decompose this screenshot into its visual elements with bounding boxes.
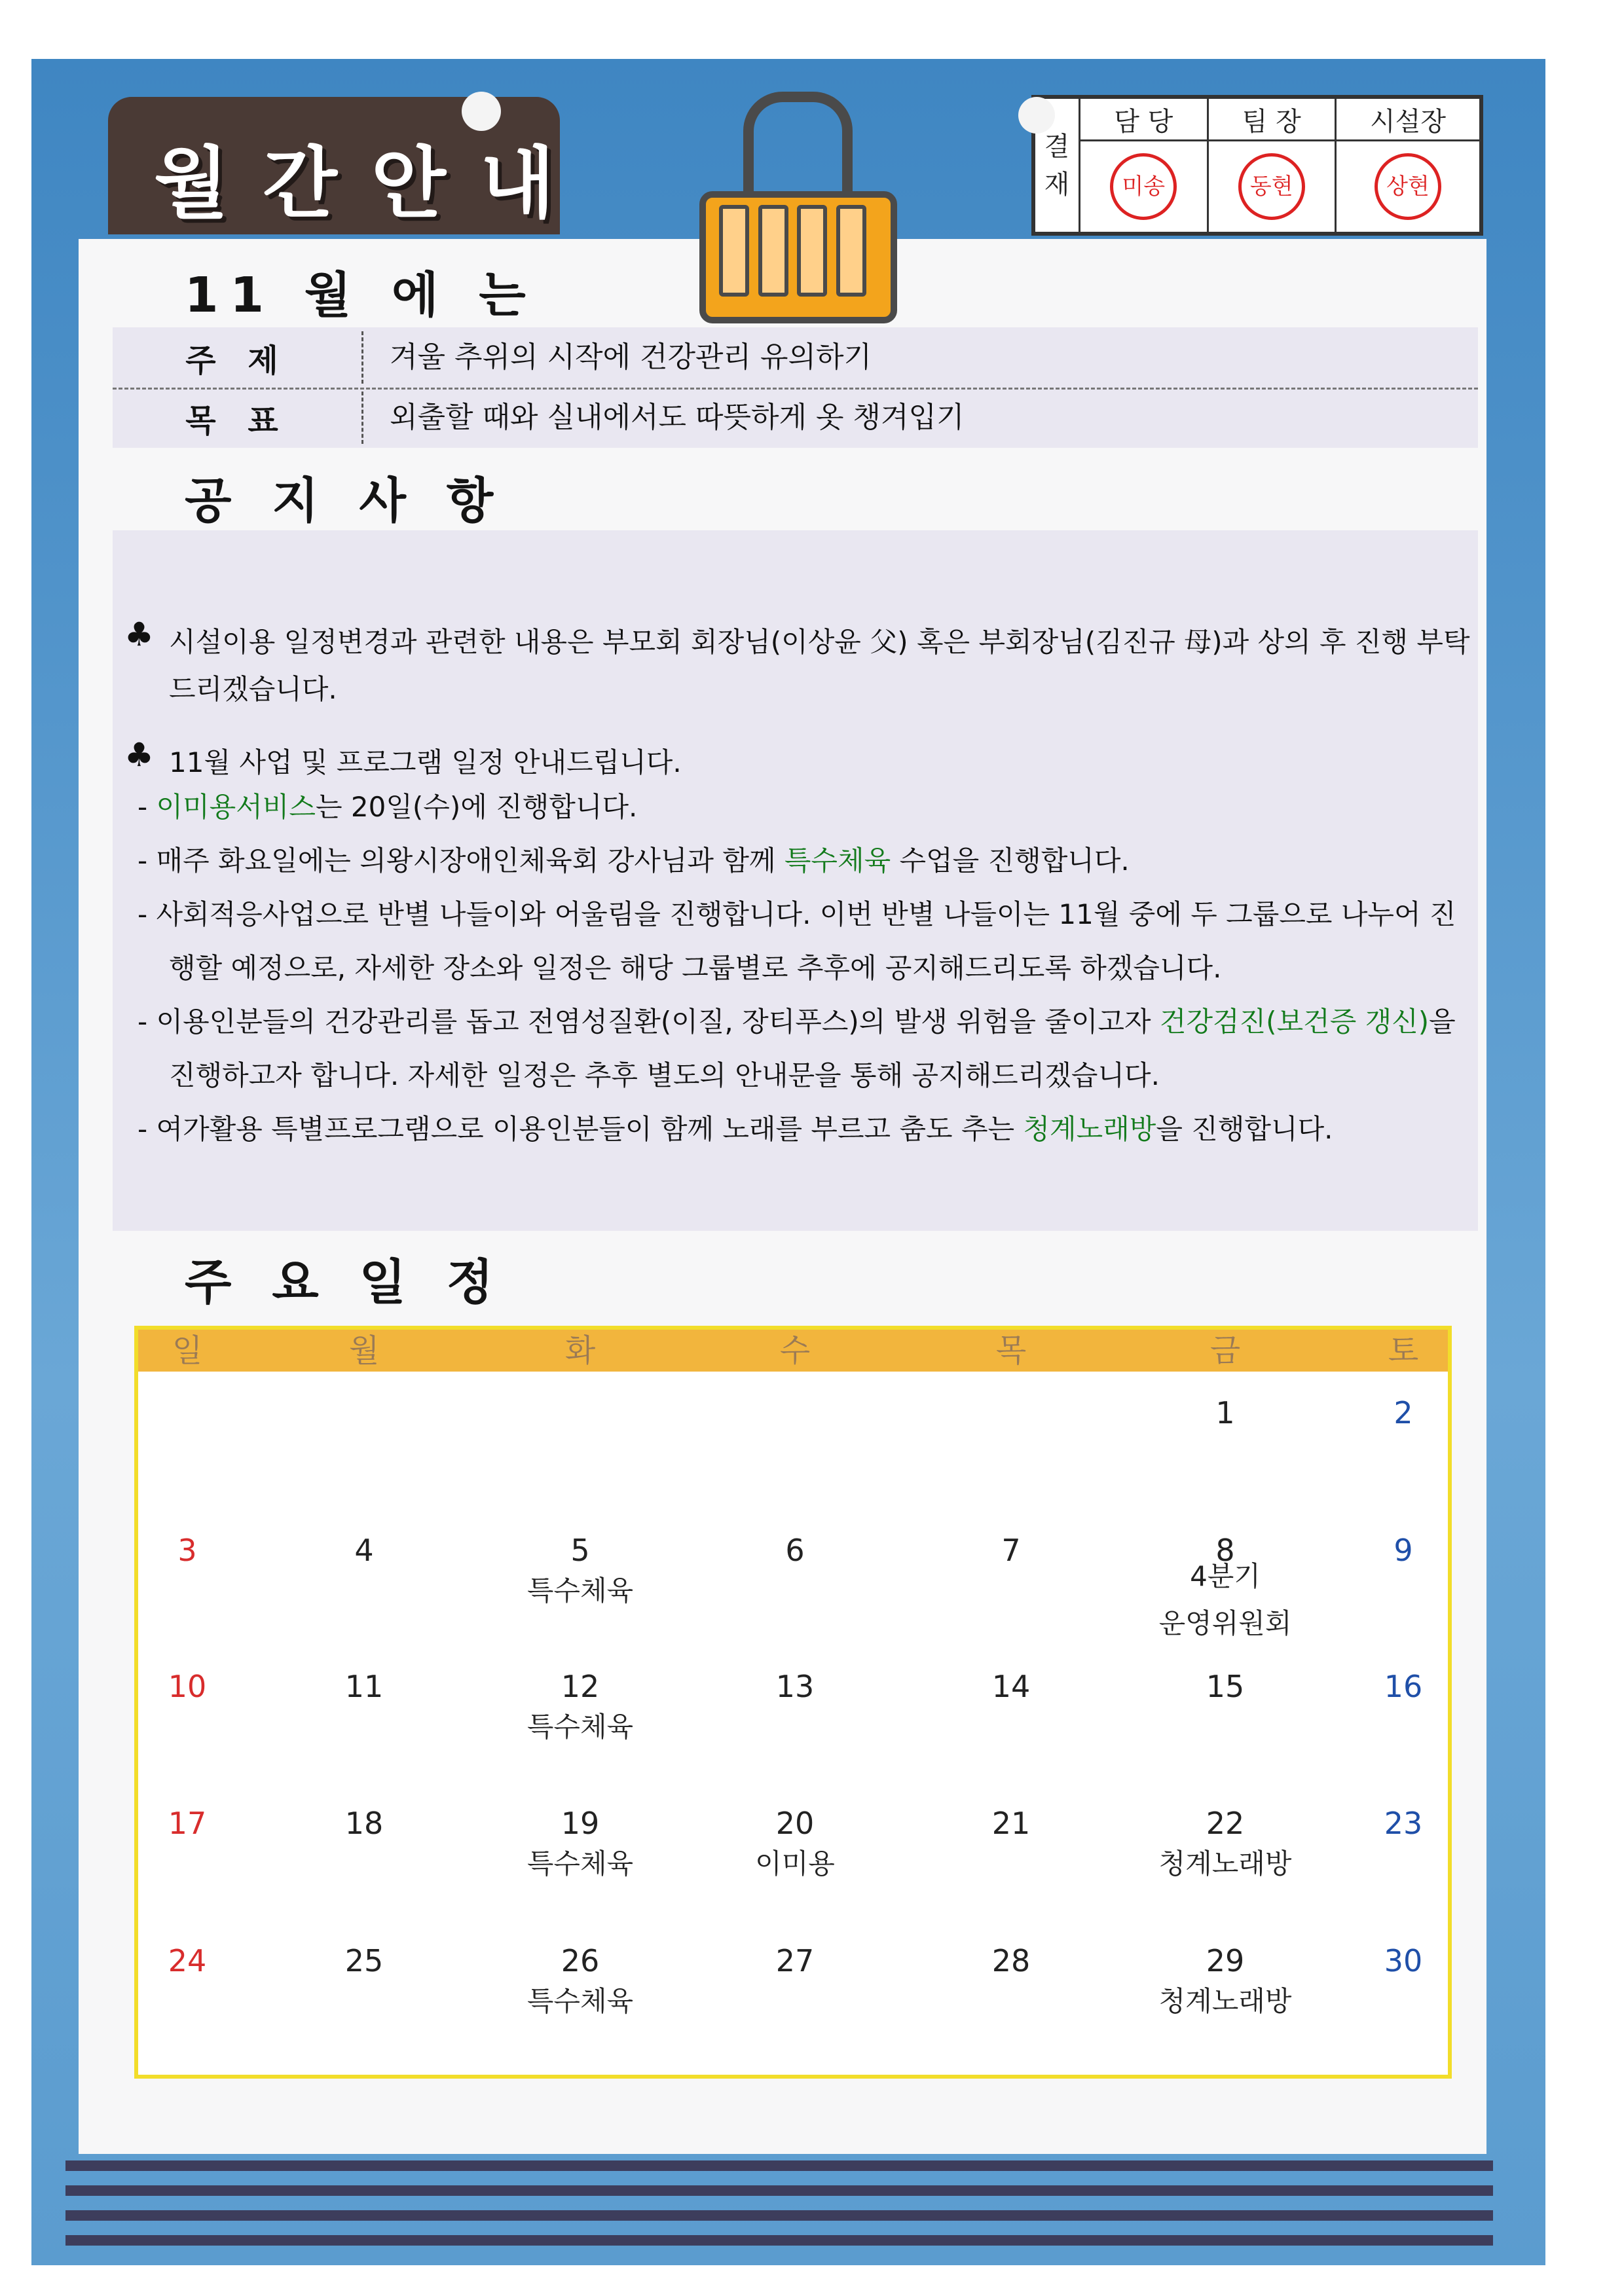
calendar-day: 10 <box>168 1669 207 1704</box>
notice-p1-line2: 드리겠습니다. <box>169 673 337 705</box>
calendar-day: 8 <box>1215 1533 1235 1568</box>
notice-bullet-2: - 매주 화요일에는 의왕시장애인체육회 강사님과 함께 특수체육 수업을 진행합니다. <box>138 845 1130 877</box>
goal-label: 목 표 <box>185 402 289 439</box>
calendar <box>134 1326 1452 2079</box>
notice-p1-line1: 시설이용 일정변경과 관련한 내용은 부모회 회장님(이상윤 父) 혹은 부회장님(김진규 母)과 상의 후 진행 부탁 <box>169 626 1470 658</box>
binder-hole <box>462 92 501 131</box>
calendar-day: 3 <box>177 1533 197 1568</box>
calendar-day: 20 <box>775 1806 815 1841</box>
calendar-day: 1 <box>1215 1395 1235 1430</box>
calendar-event: 운영위원회 <box>1158 1607 1292 1639</box>
calendar-day: 22 <box>1206 1806 1245 1841</box>
highlight-text: 이미용서비스 <box>156 791 316 823</box>
weekday-label: 수 <box>779 1332 811 1369</box>
calendar-day: 24 <box>168 1943 207 1978</box>
calendar-day: 29 <box>1206 1943 1245 1978</box>
approval-col-team-lead: 팀 장 <box>1208 98 1336 141</box>
stamp-director: 상현 <box>1375 153 1441 220</box>
stamp-staff: 미송 <box>1110 153 1177 220</box>
calendar-day: 30 <box>1384 1943 1423 1978</box>
calendar-event: 이미용 <box>755 1848 835 1880</box>
notice-bullet-3-line2: 행할 예정으로, 자세한 장소와 일정은 해당 그룹별로 추후에 공지해드리도록 하겠습니다. <box>169 952 1222 984</box>
weekday-label: 일 <box>172 1332 203 1369</box>
calendar-day: 12 <box>561 1669 600 1704</box>
calendar-day: 18 <box>344 1806 384 1841</box>
approval-box <box>1031 95 1483 236</box>
calendar-day: 15 <box>1206 1669 1245 1704</box>
calendar-day: 6 <box>785 1533 805 1568</box>
calendar-day: 14 <box>991 1669 1031 1704</box>
club-bullet-icon: ♣ <box>124 736 154 774</box>
highlight-text: 특수체육 <box>784 845 891 877</box>
notice-bullet-4-line2: 진행하고자 합니다. 자세한 일정은 추후 별도의 안내문을 통해 공지해드리겠습니다. <box>169 1059 1160 1091</box>
bottom-stripes <box>65 2155 1493 2253</box>
theme-text: 겨울 추위의 시작에 건강관리 유의하기 <box>361 331 872 384</box>
calendar-day: 16 <box>1384 1669 1423 1704</box>
notice-p2-title: 11월 사업 및 프로그램 일정 안내드립니다. <box>169 746 682 778</box>
calendar-event: 특수체육 <box>526 1848 634 1880</box>
schedule-heading: 주 요 일 정 <box>185 1254 506 1311</box>
calendar-day: 21 <box>991 1806 1031 1841</box>
club-bullet-icon: ♣ <box>124 615 154 653</box>
calendar-event: 특수체육 <box>526 1985 634 2017</box>
calendar-event: 청계노래방 <box>1158 1985 1292 2017</box>
notice-bullet-4-line1: - 이용인분들의 건강관리를 돕고 전염성질환(이질, 장티푸스)의 발생 위험을 줄이고자 건강검진(보건증 갱신)을 <box>138 1006 1456 1038</box>
calendar-day: 23 <box>1384 1806 1423 1841</box>
binder-hole-right <box>1018 97 1055 134</box>
calendar-day: 5 <box>570 1533 590 1568</box>
calendar-day: 28 <box>991 1943 1031 1978</box>
calendar-event: 4분기 <box>1190 1560 1261 1592</box>
notice-bullet-1: - 이미용서비스는 20일(수)에 진행합니다. <box>138 791 638 823</box>
calendar-day: 9 <box>1393 1533 1413 1568</box>
calendar-day: 2 <box>1393 1395 1413 1430</box>
theme-goal-box <box>113 327 1478 448</box>
calendar-day: 13 <box>775 1669 815 1704</box>
calendar-day: 4 <box>354 1533 374 1568</box>
goal-text: 외출할 때와 실내에서도 따뜻하게 옷 챙겨입기 <box>361 392 965 444</box>
stamp-team-lead: 동현 <box>1238 153 1305 220</box>
weekday-label: 토 <box>1388 1332 1419 1369</box>
calendar-day: 27 <box>775 1943 815 1978</box>
page-title: 월간안내 <box>154 138 589 228</box>
weekday-label: 목 <box>995 1332 1027 1369</box>
calendar-day: 7 <box>1001 1533 1021 1568</box>
approval-col-director: 시설장 <box>1336 98 1481 141</box>
theme-label: 주 제 <box>185 342 289 379</box>
highlight-text: 건강검진(보건증 갱신) <box>1159 1006 1430 1038</box>
month-heading: 11 월 에 는 <box>185 267 538 323</box>
weekday-label: 월 <box>348 1332 380 1369</box>
approval-side-label: 결재 <box>1035 98 1080 233</box>
highlight-text: 청계노래방 <box>1023 1113 1156 1145</box>
approval-col-staff: 담 당 <box>1080 98 1208 141</box>
weekday-label: 화 <box>564 1332 596 1369</box>
calendar-day: 19 <box>561 1806 600 1841</box>
weekday-label: 금 <box>1209 1332 1241 1369</box>
calendar-day: 17 <box>168 1806 207 1841</box>
notice-bullet-3-line1: - 사회적응사업으로 반별 나들이와 어울림을 진행합니다. 이번 반별 나들이는 11월 중에 두 그룹으로 나누어 진 <box>138 898 1456 930</box>
notice-bullet-5: - 여가활용 특별프로그램으로 이용인분들이 함께 노래를 부르고 춤도 추는 청계노래방을 진행합니다. <box>138 1113 1333 1145</box>
calendar-event: 특수체육 <box>526 1575 634 1607</box>
calendar-day: 11 <box>344 1669 384 1704</box>
calendar-event: 청계노래방 <box>1158 1848 1292 1880</box>
calendar-event: 특수체육 <box>526 1711 634 1743</box>
calendar-day: 26 <box>561 1943 600 1978</box>
binder-clip-slots <box>719 205 866 297</box>
notice-heading: 공 지 사 항 <box>185 473 506 529</box>
calendar-day: 25 <box>344 1943 384 1978</box>
goal-row <box>113 388 1478 448</box>
theme-row <box>113 327 1478 388</box>
